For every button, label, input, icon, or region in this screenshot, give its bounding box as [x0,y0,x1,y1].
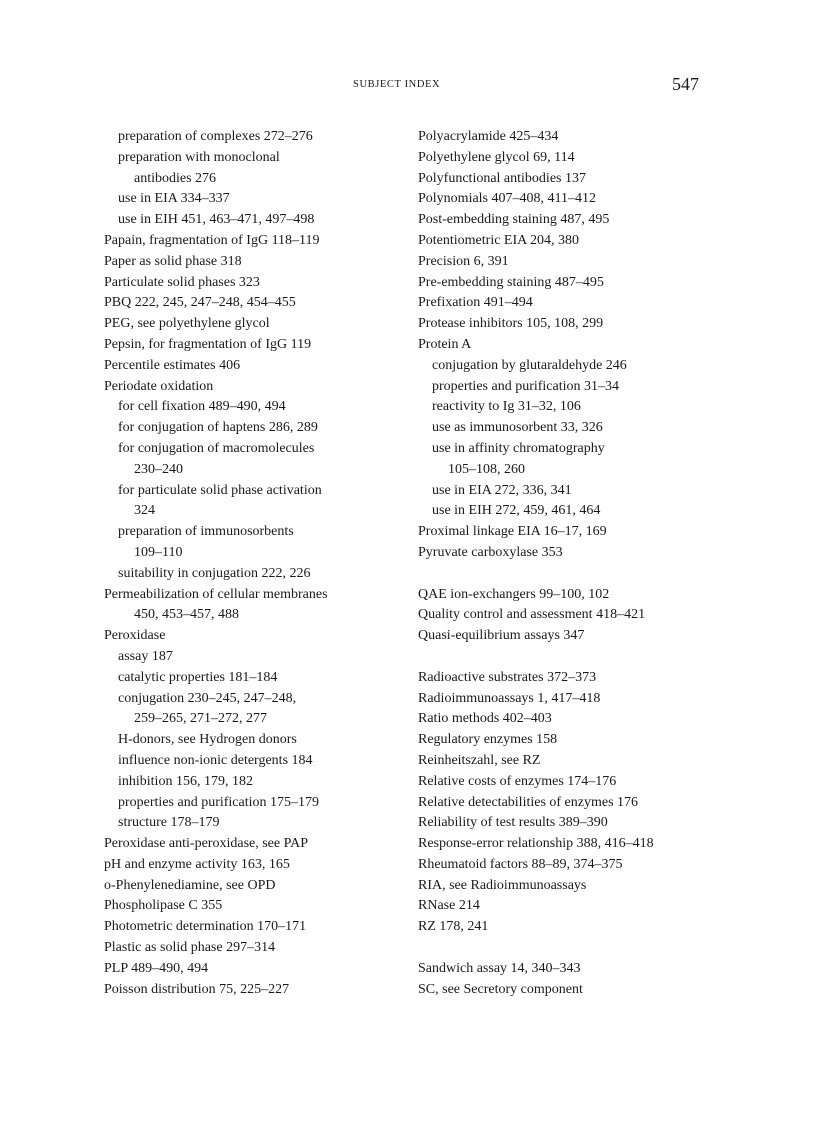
index-entry: pH and enzyme activity 163, 165 [104,856,290,872]
index-subentry: use in EIH 451, 463–471, 497–498 [118,212,315,228]
index-subentry: 105–108, 260 [448,461,525,477]
index-subentry: inhibition 156, 179, 182 [118,773,253,789]
section-gap [418,647,738,668]
index-entry: Polyacrylamide 425–434 [418,129,559,144]
index-subentry: antibodies 276 [134,170,217,186]
index-entry: Ratio methods 402–403 [418,711,552,727]
index-column-right [418,127,738,1000]
index-entry: Periodate oxidation [104,378,214,394]
index-subentry: use in affinity chromatography [432,440,605,456]
index-entry: Photometric determination 170–171 [104,919,307,935]
index-entry: Quality control and assessment 418–421 [418,607,646,623]
index-subentry: conjugation 230–245, 247–248, [118,690,297,706]
index-entry: Percentile estimates 406 [104,357,241,373]
index-subentry: use in EIA 272, 336, 341 [432,482,572,498]
index-entry: Poisson distribution 75, 225–227 [104,981,290,997]
index-subentry: H-donors, see Hydrogen donors [118,732,297,748]
index-entry: PEG, see polyethylene glycol [104,316,270,332]
index-entry: Permeabilization of cellular membranes [104,586,328,602]
index-subentry: use in EIA 334–337 [118,191,230,207]
index-entry: o-Phenylenediamine, see OPD [104,877,276,893]
index-entry: Peroxidase anti-peroxidase, see PAP [104,836,308,852]
index-subentry: use in EIH 272, 459, 461, 464 [432,503,601,519]
index-entry: Papain, fragmentation of IgG 118–119 [104,232,320,248]
index-entry: Pepsin, for fragmentation of IgG 119 [104,336,312,352]
index-entry: Polynomials 407–408, 411–412 [418,191,596,207]
index-entry: Precision 6, 391 [418,253,509,269]
index-subentry: 259–265, 271–272, 277 [134,711,267,727]
index-entry: Potentiometric EIA 204, 380 [418,232,579,248]
index-subentry: 230–240 [134,461,183,477]
index-subentry: for cell fixation 489–490, 494 [118,399,286,415]
index-entry: Relative detectabilities of enzymes 176 [418,794,639,810]
index-entry: Reliability of test results 389–390 [418,815,608,831]
index-entry: PLP 489–490, 494 [104,960,209,976]
index-entry: QAE ion-exchangers 99–100, 102 [418,586,610,602]
index-subentry: 324 [134,503,155,519]
index-entry: Particulate solid phases 323 [104,274,260,290]
index-subentry: for conjugation of haptens 286, 289 [118,420,318,436]
index-subentry: structure 178–179 [118,815,220,831]
page-number: 547 [672,74,699,94]
index-subentry: for conjugation of macromolecules [118,440,315,456]
index-entry: Sandwich assay 14, 340–343 [418,960,581,976]
index-entry: PBQ 222, 245, 247–248, 454–455 [104,295,296,311]
index-subentry: assay 187 [118,648,173,664]
index-entry: Regulatory enzymes 158 [418,732,558,748]
index-entry: Rheumatoid factors 88–89, 374–375 [418,856,623,872]
index-subentry: properties and purification 175–179 [118,794,320,810]
index-subentry: suitability in conjugation 222, 226 [118,565,311,581]
index-entry: Pre-embedding staining 487–495 [418,274,604,290]
index-entry: Prefixation 491–494 [418,295,533,311]
index-subentry: preparation of immunosorbents [118,524,294,540]
index-subentry: preparation with monoclonal [118,149,280,165]
index-subentry: 450, 453–457, 488 [134,607,239,623]
index-subentry: preparation of complexes 272–276 [118,129,313,144]
index-entry: Post-embedding staining 487, 495 [418,212,610,228]
index-subentry: catalytic properties 181–184 [118,669,278,685]
index-entry: Paper as solid phase 318 [104,253,242,269]
index-entry: Radioactive substrates 372–373 [418,669,597,685]
index-subentry: for particulate solid phase activation [118,482,322,498]
index-subentry: reactivity to Ig 31–32, 106 [432,399,581,415]
index-column-left [104,127,404,1000]
index-entry: Polyethylene glycol 69, 114 [418,149,575,165]
index-entry: SC, see Secretory component [418,981,583,997]
index-entry: Reinheitszahl, see RZ [418,752,541,768]
index-entry: Plastic as solid phase 297–314 [104,940,276,956]
index-subentry: influence non-ionic detergents 184 [118,752,313,768]
index-entry: Quasi-equilibrium assays 347 [418,628,585,644]
index-subentry: properties and purification 31–34 [432,378,620,394]
index-entry: Relative costs of enzymes 174–176 [418,773,617,789]
index-entry: Protease inhibitors 105, 108, 299 [418,316,604,332]
index-entry: Proximal linkage EIA 16–17, 169 [418,524,607,540]
index-entry: Radioimmunoassays 1, 417–418 [418,690,601,706]
index-entry: Response-error relationship 388, 416–418 [418,836,654,852]
index-entry: Peroxidase [104,628,166,644]
section-gap [418,564,738,585]
running-header: SUBJECT INDEX [353,79,441,90]
index-subentry: conjugation by glutaraldehyde 246 [432,357,627,373]
index-entry: RNase 214 [418,898,480,914]
index-entry: RIA, see Radioimmunoassays [418,877,587,893]
index-subentry: 109–110 [134,544,183,560]
index-entry: Phospholipase C 355 [104,898,223,914]
index-entry: Polyfunctional antibodies 137 [418,170,586,186]
index-entry: Pyruvate carboxylase 353 [418,544,563,560]
index-entry: RZ 178, 241 [418,919,489,935]
index-subentry: use as immunosorbent 33, 326 [432,420,603,436]
section-gap [418,938,738,959]
index-entry: Protein A [418,336,472,352]
